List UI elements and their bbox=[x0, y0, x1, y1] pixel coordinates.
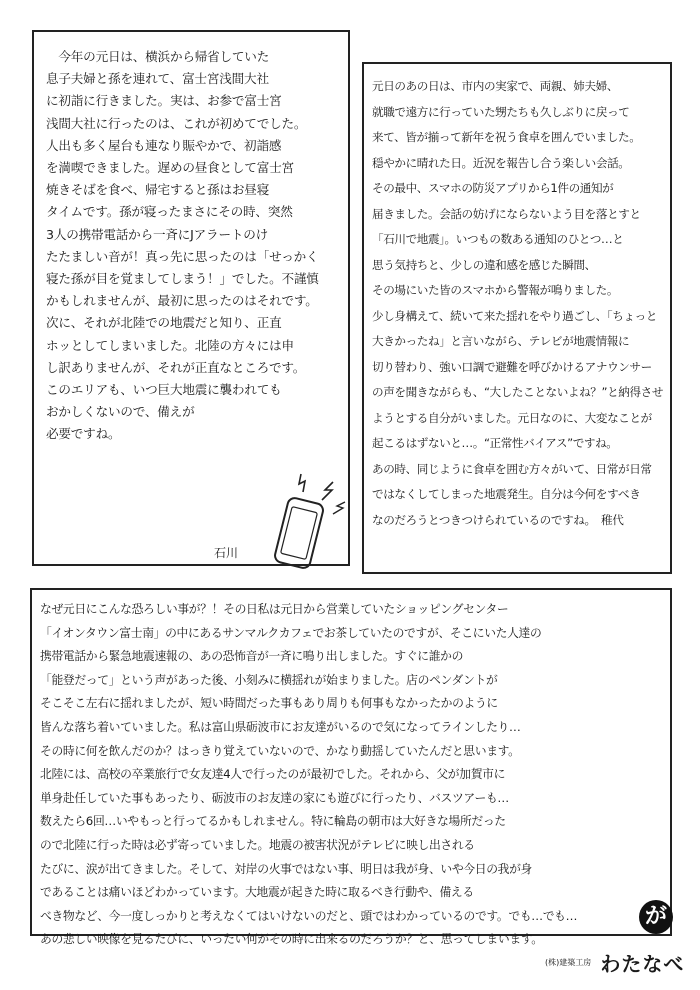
essay-line: たびに、涙が出てきました。そして、対岸の火事ではない事、明日は我が身、いや今日の我が身 bbox=[40, 861, 532, 876]
left-essay-text bbox=[46, 46, 319, 446]
essay-line: ので北陸に行った時は必ず寄っていました。地震の被害状況がテレビに映し出される bbox=[40, 837, 475, 852]
essay-line: 今年の元日は、横浜から帰省していた bbox=[46, 49, 270, 64]
essay-line: 次に、それが北陸での地震だと知り、正直 bbox=[46, 315, 282, 331]
essay-line: その場にいた皆のスマホから警報が鳴りました。 bbox=[372, 283, 619, 297]
essay-line: 来て、皆が揃って新年を祝う食卓を囲んでいました。 bbox=[372, 130, 641, 144]
essay-line: その時に何を飲んだのか？はっきり覚えていないので、かなり動揺していたんだと思います。 bbox=[40, 743, 520, 758]
essay-line: ホッとしてしまいました。北陸の方々には申 bbox=[46, 337, 294, 353]
company-prefix: (株)建築工房 bbox=[545, 958, 592, 967]
essay-line: 単身赴任していた事もあったり、砺波市のお友達の家にも遊びに行ったり、バスツアーも… bbox=[40, 790, 509, 805]
essay-line: 起こるはずないと…。“正常性バイアス”ですね。 bbox=[372, 436, 618, 450]
essay-line: 就職で遠方に行っていた甥たちも久しぶりに戻って bbox=[372, 104, 630, 119]
essay-line: 北陸には、高校の卒業旅行で女友達4人で行ったのが最初でした。それから、父が加賀市に bbox=[40, 767, 506, 782]
essay-line: 「能登だって」という声があった後、小刻みに横揺れが始まりました。店のペンダントが bbox=[40, 672, 498, 687]
essay-line: 浅間大社に行ったのは、これが初めてでした。 bbox=[46, 115, 307, 131]
essay-line: 焼きそばを食べ、帰宅すると孫はお昼寝 bbox=[46, 182, 270, 198]
essay-line: 元日のあの日は、市内の実家で、両親、姉夫婦、 bbox=[372, 79, 619, 93]
essay-line: 大きかったね」と言いながら、テレビが地震情報に bbox=[372, 334, 630, 348]
bottom-essay-text bbox=[40, 598, 577, 952]
company-logo bbox=[545, 948, 684, 977]
essay-line: ようとする自分がいました。元日なのに、大変なことが bbox=[372, 410, 652, 425]
left-essay-signature: 石川 bbox=[214, 546, 239, 560]
essay-line: 「石川で地震」。いつもの数ある通知のひとつ…と bbox=[372, 232, 624, 246]
essay-line: 人出も多く屋台も連なり賑やかで、初詣感 bbox=[46, 137, 282, 153]
essay-line: おかしくないので、備えが bbox=[46, 404, 195, 420]
right-essay-text bbox=[372, 74, 663, 533]
essay-line: 切り替わり、強い口調で避難を呼びかけるアナウンサー bbox=[372, 359, 652, 374]
essay-line: タイムです。孫が寝ったまさにその時、突然 bbox=[46, 204, 293, 220]
essay-line: あの時、同じように食卓を囲む方々がいて、日常が日常 bbox=[372, 461, 652, 476]
essay-line: 思う気持ちと、少しの違和感を感じた瞬間、 bbox=[372, 257, 596, 272]
essay-line: その最中、スマホの防災アプリから1件の通知が bbox=[372, 181, 614, 195]
essay-line: 寝た孫が目を覚ましてしまう！」でした。不謹慎 bbox=[46, 271, 319, 287]
essay-line: 「イオンタウン富士南」の中にあるサンマルクカフェでお茶していたのですが、そこにいた人達の bbox=[40, 625, 542, 640]
bottom-essay-box bbox=[30, 588, 672, 947]
essay-line: べき物など、今一度しっかりと考えなくてはいけないのだと、頭ではわかっているのです。でも…でも… bbox=[40, 908, 578, 923]
smartphone-alert-icon bbox=[259, 472, 351, 576]
essay-line: に初詣に行きました。実は、お参で富士宮 bbox=[46, 93, 282, 109]
right-essay-box bbox=[362, 62, 672, 574]
essay-line: なぜ元日にこんな恐ろしい事が？！その日私は元日から営業していたショッピングセンター bbox=[40, 602, 509, 616]
essay-line: 携帯電話から緊急地震速報の、あの恐怖音が一斉に鳴り出しました。すぐに誰かの bbox=[40, 649, 464, 664]
essay-line: なのだろうとつきつけられているのですね。 稚代 bbox=[372, 512, 624, 527]
essay-line: 穏やかに晴れた日。近況を報告し合う楽しい会話。 bbox=[372, 155, 630, 170]
company-name: わたなべ bbox=[600, 952, 685, 976]
essay-line: このエリアも、いつ巨大地震に襲われても bbox=[46, 382, 282, 398]
essay-line: ではなくしてしまった地震発生。自分は今何をすべき bbox=[372, 487, 641, 501]
essay-line: 数えたら6回…いやもっと行ってるかもしれません。特に輪島の朝市は大好きな場所だった bbox=[40, 814, 506, 829]
essay-line: し訳ありませんが、それが正直なところです。 bbox=[46, 359, 306, 375]
essay-line: 3人の携帯電話から一斉にJアラートのけ bbox=[46, 226, 269, 242]
essay-line: 必要ですね。 bbox=[46, 426, 121, 442]
essay-line: 届きました。会話の妨げにならないよう目を落とすと bbox=[372, 206, 641, 221]
essay-line: を満喫できました。遅めの昼食として富士宮 bbox=[46, 160, 294, 176]
essay-line: の声を聞きながらも、“大したことないよね？”と納得させ bbox=[372, 385, 664, 399]
essay-line: あの悲しい映像を見るたびに、いったい何がその時に出来るのだろうか？と、思ってしまいます。 bbox=[40, 932, 543, 947]
left-essay-box bbox=[32, 30, 350, 566]
essay-line: 少し身構えて、続いて来た揺れをやり過ごし、「ちょっと bbox=[372, 308, 658, 323]
essay-line: かもしれませんが、最初に思ったのはそれです。 bbox=[46, 293, 318, 309]
essay-line: 息子夫婦と孫を連れて、富士宮浅間大社 bbox=[46, 71, 269, 87]
essay-line: 皆んな落ち着いていました。私は富山県砺波市にお友達がいるので気になってラインしたり… bbox=[40, 719, 521, 734]
ga-badge: が bbox=[639, 900, 673, 934]
essay-line: であることは痛いほどわかっています。大地震が起きた時に取るべき行動や、備える bbox=[40, 885, 474, 900]
essay-line: そこそこ左右に揺れましたが、短い時間だった事もあり周りも何事もなかったかのように bbox=[40, 696, 498, 711]
essay-line: たたましい音が！真っ先に思ったのは「せっかく bbox=[46, 248, 319, 264]
